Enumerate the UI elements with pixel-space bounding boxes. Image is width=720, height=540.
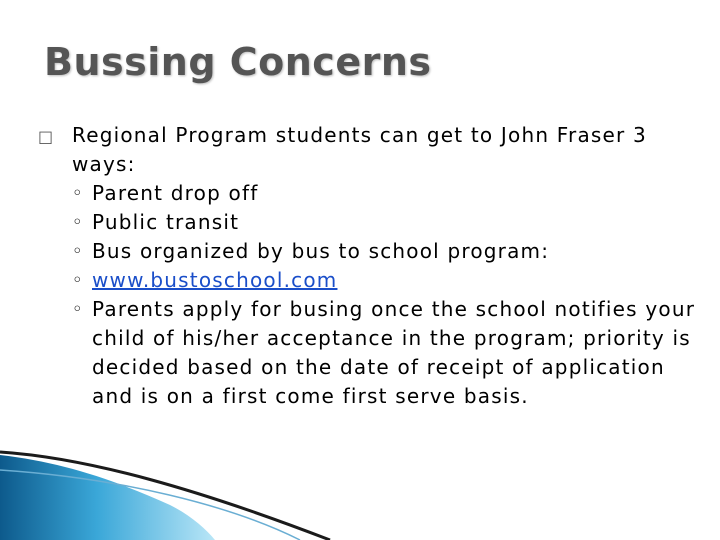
sub-bullet-icon: ◦ [72, 299, 84, 320]
main-bullet [38, 121, 698, 179]
sub-bullet-text: Parent drop off [92, 181, 259, 205]
sub-bullet-icon: ◦ [72, 212, 84, 233]
sub-bullet-icon: ◦ [72, 183, 84, 204]
sub-bullet-text: Parents apply for busing once the school notifies your child of his/her acceptance in the program; priority is decided based on the date of receipt of application and is on a first come first serve basis. [92, 297, 696, 408]
sub-bullet-icon: ◦ [72, 241, 84, 262]
bullet-box-icon: □ [38, 127, 55, 146]
sub-bullet-item [38, 208, 698, 237]
sub-bullet-item [38, 179, 698, 208]
slide-title: Bussing Concerns [44, 40, 432, 84]
main-bullet-text: Regional Program students can get to John Fraser 3 ways: [72, 123, 647, 176]
sub-bullet-text: Public transit [92, 210, 240, 234]
sub-bullet-item [38, 266, 698, 295]
sub-bullet-item [38, 295, 698, 411]
slide-body [38, 121, 698, 411]
sub-bullet-icon: ◦ [72, 270, 84, 291]
bustoschool-link[interactable]: www.bustoschool.com [92, 268, 338, 292]
sub-bullet-list [38, 179, 698, 411]
sub-bullet-text: Bus organized by bus to school program: [92, 239, 550, 263]
sub-bullet-item [38, 237, 698, 266]
